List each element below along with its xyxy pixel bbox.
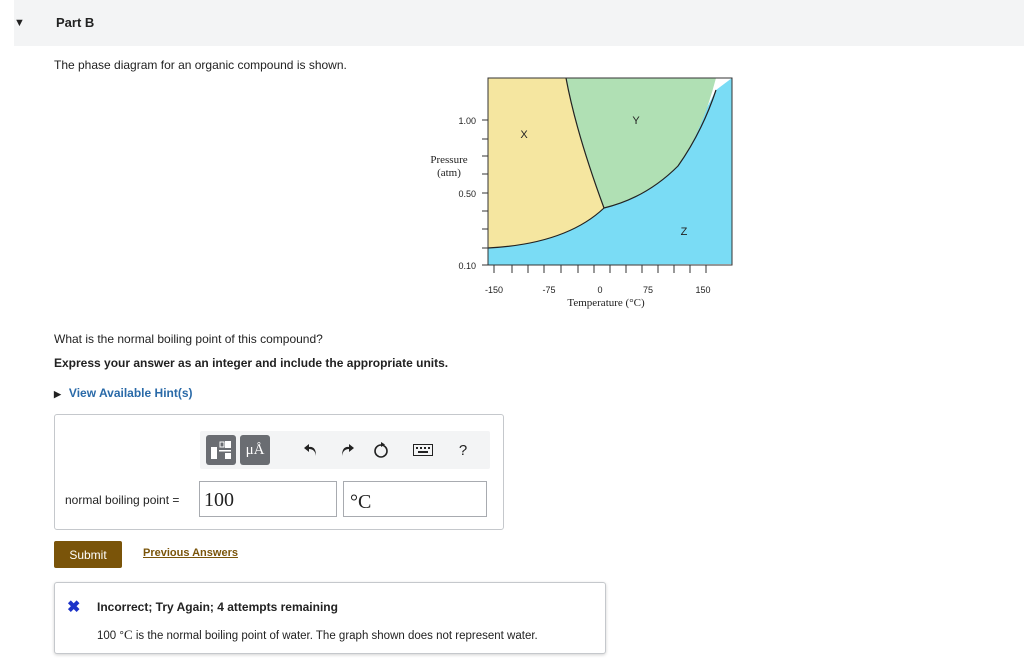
y-axis-label-unit: (atm) bbox=[437, 167, 461, 179]
value-input[interactable]: 100 bbox=[199, 481, 337, 517]
part-title: Part B bbox=[56, 15, 95, 30]
math-toolbar bbox=[200, 431, 490, 469]
y-axis-ticks bbox=[482, 120, 488, 265]
unit-input[interactable]: °C bbox=[343, 481, 487, 517]
undo-icon[interactable] bbox=[296, 435, 326, 465]
x-tick-label: 0 bbox=[597, 285, 603, 295]
phase-diagram bbox=[416, 72, 746, 322]
question-text: What is the normal boiling point of this compound? bbox=[54, 332, 323, 346]
instruction-text: Express your answer as an integer and include the appropriate units. bbox=[54, 356, 449, 370]
feedback-text bbox=[97, 627, 538, 643]
submit-button[interactable]: Submit bbox=[54, 541, 122, 568]
previous-answers-link[interactable]: Previous Answers bbox=[143, 547, 238, 559]
region-label-x: X bbox=[520, 129, 528, 141]
region-label-z: Z bbox=[680, 226, 688, 238]
keyboard-icon[interactable] bbox=[408, 435, 438, 465]
feedback-text-suffix: is the normal boiling point of water. The graph shown does not represent water. bbox=[132, 630, 538, 642]
templates-icon[interactable] bbox=[206, 435, 236, 465]
intro-text: The phase diagram for an organic compound is shown. bbox=[54, 58, 347, 72]
x-tick-label: 150 bbox=[695, 285, 711, 295]
feedback-panel bbox=[54, 582, 606, 654]
expand-triangle-icon: ▶ bbox=[54, 389, 61, 399]
y-tick-label: 1.00 bbox=[458, 116, 476, 126]
answer-box bbox=[54, 414, 504, 530]
redo-icon[interactable] bbox=[332, 435, 362, 465]
x-tick-label: -75 bbox=[542, 285, 556, 295]
x-axis-ticks bbox=[494, 265, 706, 273]
x-axis-label: Temperature (°C) bbox=[567, 297, 645, 309]
incorrect-x-icon: ✖ bbox=[67, 599, 81, 616]
y-axis-label: Pressure bbox=[430, 154, 468, 166]
y-tick-label: 0.50 bbox=[458, 189, 476, 199]
x-tick-label: -150 bbox=[484, 285, 504, 295]
region-label-y: Y bbox=[632, 115, 640, 127]
y-tick-label: 0.10 bbox=[458, 261, 476, 271]
feedback-text-unit: C bbox=[123, 627, 133, 642]
feedback-title: Incorrect; Try Again; 4 attempts remaining bbox=[97, 600, 338, 614]
hint-link-label: View Available Hint(s) bbox=[68, 386, 193, 400]
units-button[interactable]: μÅ bbox=[240, 435, 270, 465]
part-header[interactable] bbox=[14, 0, 1024, 46]
collapse-triangle-icon[interactable]: ▼ bbox=[14, 17, 25, 29]
x-tick-label: 75 bbox=[642, 285, 654, 295]
feedback-text-prefix: 100 ° bbox=[97, 630, 124, 642]
help-button[interactable]: ? bbox=[458, 441, 468, 459]
reset-icon[interactable] bbox=[366, 435, 396, 465]
answer-label: normal boiling point = bbox=[65, 493, 180, 507]
view-hints-link[interactable] bbox=[54, 386, 193, 400]
